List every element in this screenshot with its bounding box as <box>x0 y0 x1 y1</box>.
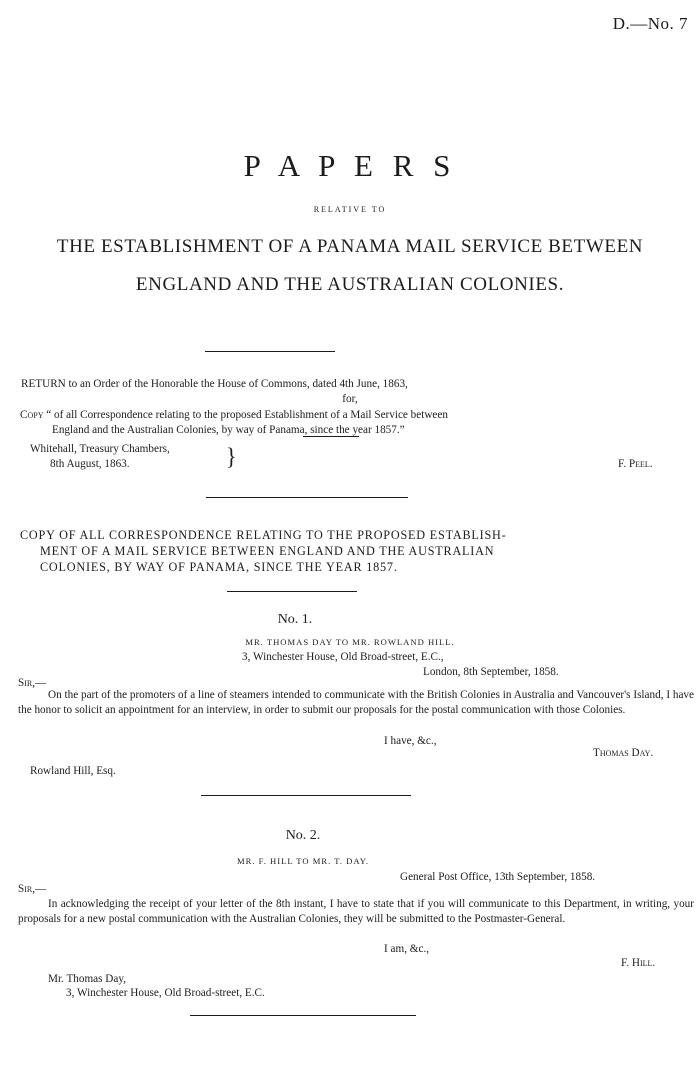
letter-addressee: Mr. Thomas Day, <box>48 973 126 985</box>
letter-place-date: General Post Office, 13th September, 1858. <box>400 871 596 883</box>
letter-address: 3, Winchester House, Old Broad-street, E.C., <box>242 651 444 663</box>
signature-peel: F. Peel. <box>618 458 653 470</box>
letter-number: No. 2. <box>285 828 321 843</box>
page-reference: D.—No. 7 <box>612 14 688 33</box>
copy-line-1 <box>20 408 448 423</box>
short-divider <box>303 436 359 437</box>
letter-place-date: London, 8th September, 1858. <box>423 666 559 678</box>
letter-addressee-address: 3, Winchester House, Old Broad-street, E.C. <box>66 987 265 999</box>
return-line <box>21 377 408 392</box>
letter-body: On the part of the promoters of a line of steamers intended to communicate with the British Colonies in Australia and Vancouver's Island, I have the honor to solicit an appointment for an interview, in order to submit our proposals for the postal communication with those Colonies. <box>18 689 694 716</box>
correspondence-heading-line-1: COPY OF ALL CORRESPONDENCE RELATING TO THE PROPOSED ESTABLISH- <box>20 528 507 542</box>
place-line-1: Whitehall, Treasury Chambers, <box>30 443 170 455</box>
letter-from-to: MR. THOMAS DAY TO MR. ROWLAND HILL. <box>245 637 455 647</box>
divider <box>201 795 411 796</box>
copy-text: “ of all Correspondence relating to the proposed Establishment of a Mail Service between <box>46 409 448 421</box>
letter-salutation: Sir,— <box>18 677 47 689</box>
letter-body: In acknowledging the receipt of your letter of the 8th instant, I have to state that if you will communicate to this Department, in writing, your proposals for a new postal communication with the Australian Colonies, they will be submitted to the Postmaster-General. <box>18 898 694 925</box>
letter-number: No. 1. <box>277 612 313 627</box>
papers-title: P A P E R S <box>243 148 457 183</box>
copy-line-2: England and the Australian Colonies, by way of Panama, since the year 1857.” <box>52 424 405 436</box>
letter-closing: I am, &c., <box>384 943 430 955</box>
return-text: to an Order of the Honorable the House of Commons, dated 4th June, 1863, <box>68 378 408 390</box>
letter-closing: I have, &c., <box>384 735 437 747</box>
main-title-line-2: ENGLAND AND THE AUSTRALIAN COLONIES. <box>135 274 565 295</box>
letter-from-to: MR. F. HILL TO MR. T. DAY. <box>236 856 370 866</box>
place-line-2: 8th August, 1863. <box>50 458 130 470</box>
brace-icon: } <box>226 442 237 471</box>
return-lead: RETURN <box>21 378 66 390</box>
divider <box>227 591 357 592</box>
main-title-line-1: THE ESTABLISHMENT OF A PANAMA MAIL SERVICE BETWEEN <box>56 236 644 257</box>
correspondence-heading-line-2: MENT OF A MAIL SERVICE BETWEEN ENGLAND AND THE AUSTRALIAN <box>40 544 495 558</box>
return-for: for, <box>342 393 358 405</box>
letter-signature: F. Hill. <box>621 957 656 969</box>
divider <box>205 351 335 352</box>
divider <box>190 1015 416 1016</box>
divider <box>206 497 408 498</box>
letter-signature: Thomas Day. <box>593 747 654 759</box>
correspondence-heading-line-3: COLONIES, BY WAY OF PANAMA, SINCE THE YEAR 1857. <box>40 560 398 574</box>
letter-addressee: Rowland Hill, Esq. <box>30 765 116 777</box>
letter-salutation: Sir,— <box>18 883 47 895</box>
relative-to-label: RELATIVE TO <box>313 205 387 214</box>
copy-lead: Copy <box>20 409 44 421</box>
